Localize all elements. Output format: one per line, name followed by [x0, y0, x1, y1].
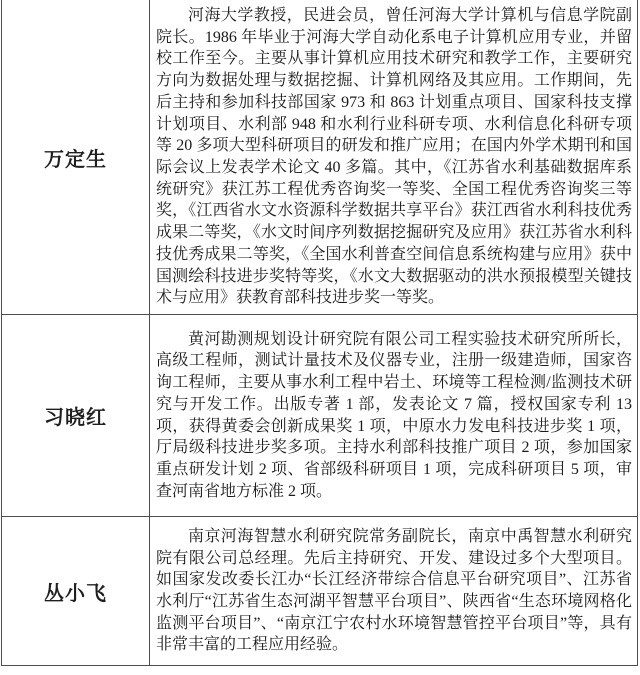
expert-bio-cell — [150, 517, 637, 665]
expert-name: 习晓红 — [44, 407, 107, 429]
table-row — [2, 0, 637, 315]
table-row — [2, 315, 637, 517]
expert-bio-table — [1, 0, 638, 666]
expert-name-cell — [2, 315, 150, 516]
expert-bio-cell — [150, 0, 637, 314]
expert-name-cell — [2, 517, 150, 665]
expert-bio-text: 黄河勘测规划设计研究院有限公司工程实验技术研究所所长，高级工程师，测试计量技术及仪器专业，注册一级建造师，国家咨询工程师，主要从事水利工程中岩土、环境等工程检测/监测技术研究与开发工作。出版专著 1 部，发表论文 7 篇，授权国家专利 13 项，获得黄委会创新成果奖 1 项，中原水力发电科技进步奖 1 项，厅局级科技进步奖多项。主持水利部科技推广项目 2 项，参加国家重点研发计划 2 项、省部级科研项目 1 项，完成科研项目 5 项，审查河南省地方标准 2 项。 — [156, 330, 632, 500]
expert-bio-cell — [150, 315, 637, 516]
table-row — [2, 517, 637, 665]
expert-name: 万定生 — [44, 148, 107, 171]
expert-bio-text: 南京河海智慧水利研究院常务副院长，南京中禹智慧水利研究院有限公司总经理。先后主持研究、开发、建设过多个大型项目。如国家发改委长江办“长江经济带综合信息平台研究项目”、江苏省水利厅“江苏省生态河湖平智慧平台项目”、陕西省“生态环境网格化监测平台项目”、“南京江宁农村水环境智慧管控平台项目”等，具有非常丰富的工程应用经验。 — [156, 527, 632, 654]
expert-name-cell — [2, 0, 150, 314]
expert-bio-text: 河海大学教授，民进会员，曾任河海大学计算机与信息学院副院长。1986 年毕业于河海大学自动化系电子计算机应用专业，并留校工作至今。主要从事计算机应用技术研究和教学工作，主要研究方向为数据处理与数据挖掘、计算机网络及其应用。工作期间，先后主持和参加科技部国家 973 和 863 计划重点项目、国家科技支撑计划项目、水利部 948 和水利行业科研专项、水利信息化科研专项等 20 多项大型科研项目的研发和推广应用；在国内外学术期刊和国际会议上发表学术论文 40 多篇。其中，《江苏省水利基础数据库系统研究》获江苏工程优秀咨询奖一等奖、全国工程优秀咨询奖三等奖，《江西省水文水资源科学数据共享平台》获江西省水利科技优秀成果二等奖，《水文时间序列数据挖掘研究及应用》获江苏省水利科技优秀成果二等奖，《全国水利普查空间信息系统构建与应用》获中国测绘科技进步奖特等奖，《水文大数据驱动的洪水预报模型关键技术与应用》获教育部科技进步奖一等奖。 — [156, 7, 632, 307]
expert-name: 丛小飞 — [44, 582, 107, 605]
